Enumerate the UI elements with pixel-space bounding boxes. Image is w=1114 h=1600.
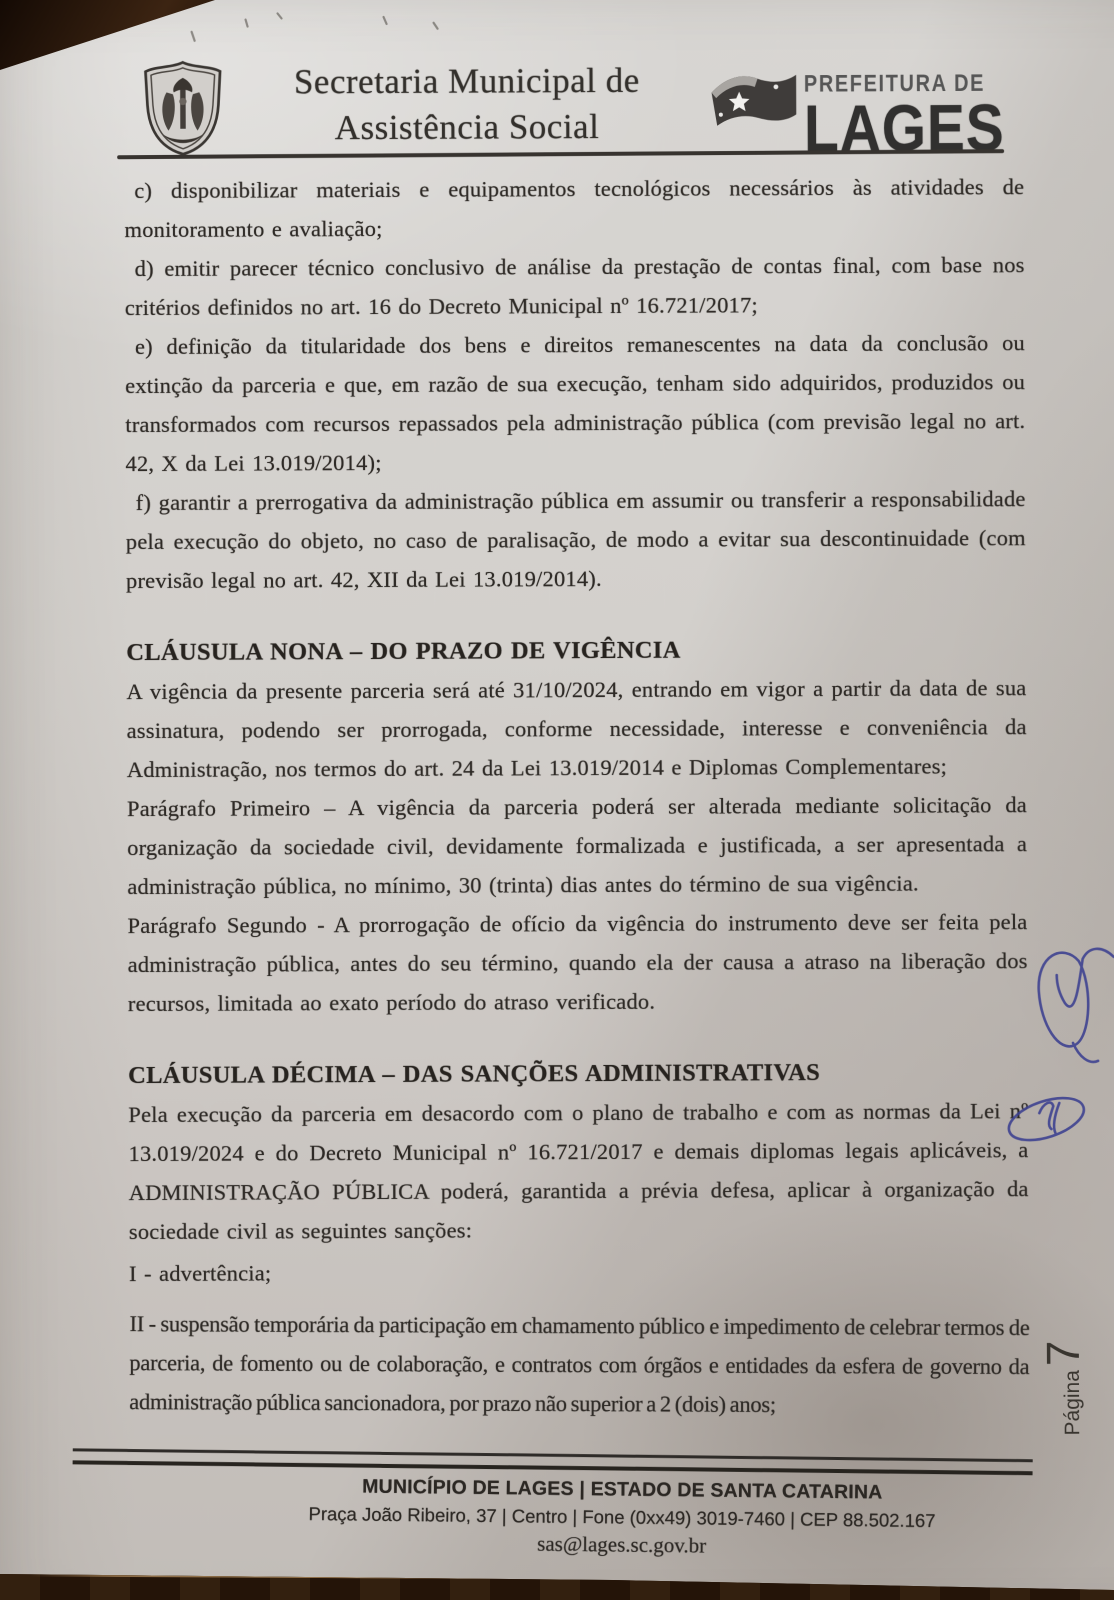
clause-nine-par2: Parágrafo Segundo - A prorrogação de ofício da vigência do instrumento deve ser feita pela administração pública, antes do seu término, quando ela der causa a atraso na liberação dos recursos, limitada ao exato período do atraso verificado. <box>127 909 1028 1017</box>
sanction-item-1: I - advertência; <box>128 1260 272 1287</box>
document-footer <box>72 1448 1033 1562</box>
circled-number-ellipse <box>1004 1090 1089 1149</box>
department-name-line2: Assistência Social <box>334 107 600 148</box>
sanction-item-2: II - suspensão temporária da participação em chamamento público e impedimento de celebrar termos de parceria, de fomento ou de colaboração, e contratos com órgãos e entidades da esfera de governo da administração pública sancionadora, por prazo não superior a 2 (dois) anos; <box>129 1311 1030 1417</box>
prefeitura-lages-wordmark <box>803 70 1009 167</box>
prefeitura-de-label: PREFEITURA DE <box>803 70 986 98</box>
clause-nine-heading: CLÁUSULA NONA – DO PRAZO DE VIGÊNCIA <box>126 636 681 667</box>
department-name-line1: Secretaria Municipal de <box>293 60 640 102</box>
clause-item-e: e) definição da titularidade dos bens e direitos remanescentes na data da conclusão ou extinção da parceria e que, em razão de sua execução, tenham sido adquiridos, produzidos ou transformados com recursos repassados pela administração pública (com previsão legal no art. 42, X da Lei 13.019/2014); <box>125 330 1026 477</box>
footer-address: Praça João Ribeiro, 37 | Centro | Fone (0xx49) 3019-7460 | CEP 88.502.167 <box>308 1503 936 1532</box>
clause-item-f: f) garantir a prerrogativa da administração pública em assumir ou transferir a responsabilidade pela execução do objeto, no caso de paralisação, de modo a evitar sua descontinuidade (com previsão legal no art. 42, XII da Lei 13.019/2014). <box>125 486 1026 594</box>
clause-item-c: c) disponibilizar materiais e equipamentos tecnológicos necessários às atividades de monitoramento e avaliação; <box>124 174 1025 243</box>
clause-item-d: d) emitir parecer técnico conclusivo de análise da prestação de contas final, com base nos critérios definidos no art. 16 do Decreto Municipal nº 16.721/2017; <box>124 252 1025 321</box>
page-label: Página <box>1060 1370 1084 1436</box>
clause-nine-caput: A vigência da presente parceria será até 31/10/2024, entrando em vigor a partir da data de sua assinatura, podendo ser prorrogada, conforme necessidade, interesse e conveniência da Administração, nos termos do art. 24 da Lei 13.019/2014 e Diplomas Complementares; <box>126 675 1027 783</box>
lages-wordmark: LAGES <box>803 91 1005 167</box>
circled-number-digit <box>1039 1103 1059 1134</box>
page-number-marker <box>1029 1330 1096 1446</box>
footer-divider <box>73 1448 1033 1475</box>
document-body <box>124 167 1029 1421</box>
staple-marks <box>181 7 461 52</box>
clause-nine-par1: Parágrafo Primeiro – A vigência da parceria poderá ser alterada mediante solicitação da organização da sociedade civil, devidamente formalizada e justificada, a ser apresentada a administração pública, no mínimo, 30 (trinta) dias antes do término de sua vigência. <box>126 792 1028 900</box>
handwritten-initials <box>1000 913 1114 1204</box>
page-number: 7 <box>1036 1340 1089 1367</box>
footer-email: sas@lages.sc.gov.br <box>537 1531 707 1558</box>
clause-ten-heading: CLÁUSULA DÉCIMA – DAS SANÇÕES ADMINISTRATIVAS <box>128 1059 821 1090</box>
rubric-tail <box>1073 1043 1098 1062</box>
lages-flag-icon <box>708 65 800 145</box>
clause-ten-caput: Pela execução da parceria em desacordo com o plano de trabalho e com as normas da Lei nº 13.019/2024 e do Decreto Municipal nº 16.721/2017 e demais diplomas legais aplicáveis, a ADMINISTRAÇÃO PÚBLICA poderá, garantida a prévia defesa, aplicar à organização da sociedade civil as seguintes sanções: <box>128 1098 1029 1245</box>
municipal-coat-of-arms-icon <box>134 58 232 158</box>
footer-municipality: MUNICÍPIO DE LAGES | ESTADO DE SANTA CATARINA <box>362 1475 883 1504</box>
department-name <box>282 58 652 152</box>
